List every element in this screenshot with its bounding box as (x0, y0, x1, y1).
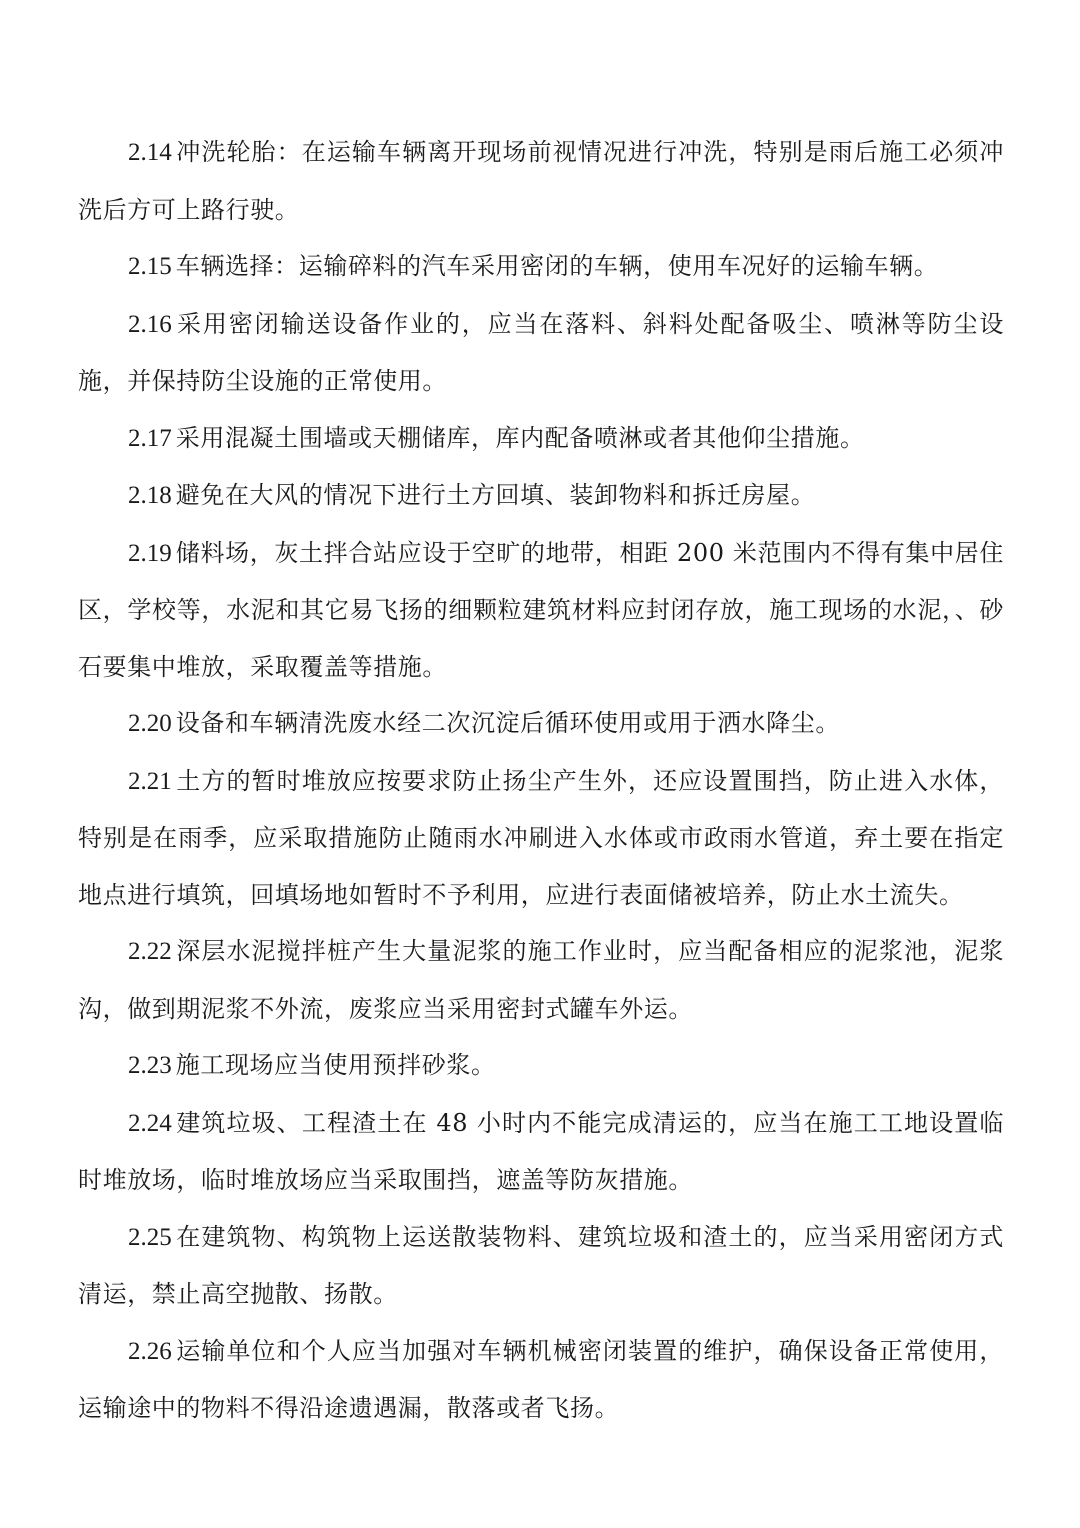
paragraph-2-22 (78, 923, 1004, 1037)
paragraph-text: 施工现场应当使用预拌砂浆。 (175, 1051, 496, 1079)
paragraph-2-19 (78, 525, 1004, 696)
paragraph-number: 2.15 (128, 253, 172, 280)
paragraph-number: 2.18 (128, 482, 172, 509)
paragraph-text: 避免在大风的情况下进行土方回填、装卸物料和拆迁房屋。 (175, 481, 816, 509)
paragraph-number: 2.17 (128, 424, 172, 452)
paragraph-2-24 (78, 1095, 1004, 1209)
paragraph-2-20 (78, 695, 1004, 753)
paragraph-number: 2.26 (128, 1337, 172, 1365)
paragraph-text: 运输单位和个人应当加强对车辆机械密闭装置的维护，确保设备正常使用，运输途中的物料不得沿途遗遇漏，散落或者飞扬。 (78, 1336, 1004, 1422)
paragraph-2-18 (78, 467, 1004, 525)
paragraph-text: 采用混凝土围墙或天棚储库，库内配备喷淋或者其他仰尘措施。 (175, 423, 865, 452)
paragraph-2-26 (78, 1323, 1004, 1437)
paragraph-2-16 (78, 296, 1004, 410)
paragraph-2-17 (78, 410, 1004, 468)
paragraph-text: 在建筑物、构筑物上运送散装物料、建筑垃圾和渣土的，应当采用密闭方式清运，禁止高空抛散、扬散。 (78, 1222, 1004, 1308)
paragraph-2-23 (78, 1037, 1004, 1095)
paragraph-2-25 (78, 1209, 1004, 1323)
paragraph-text: 深层水泥搅拌桩产生大量泥浆的施工作业时，应当配备相应的泥浆池，泥浆沟，做到期泥浆不外流，废浆应当采用密封式罐车外运。 (78, 937, 1004, 1023)
paragraph-2-21 (78, 753, 1004, 924)
document-body (78, 124, 1004, 1437)
paragraph-2-14 (78, 124, 1004, 238)
paragraph-text: 储料场，灰土拌合站应设于空旷的地带，相距 200 米范围内不得有集中居住区，学校等，水泥和其它易飞扬的细颗粒建筑材料应封闭存放，施工现场的水泥，、砂石要集中堆放，采取覆盖等措施。 (78, 538, 1004, 681)
paragraph-text: 冲洗轮胎：在运输车辆离开现场前视情况进行冲洗，特别是雨后施工必须冲洗后方可上路行驶。 (78, 138, 1004, 224)
paragraph-number: 2.25 (128, 1223, 172, 1251)
paragraph-number: 2.22 (128, 938, 172, 965)
paragraph-number: 2.19 (128, 539, 172, 567)
paragraph-number: 2.21 (128, 767, 172, 795)
paragraph-text: 建筑垃圾、工程渣土在 48 小时内不能完成清运的，应当在施工工地设置临时堆放场，临时堆放场应当采取围挡，遮盖等防灰措施。 (78, 1108, 1004, 1194)
paragraph-number: 2.14 (128, 139, 172, 166)
paragraph-number: 2.23 (128, 1052, 172, 1079)
paragraph-number: 2.16 (128, 310, 172, 338)
paragraph-text: 采用密闭输送设备作业的，应当在落料、斜料处配备吸尘、喷淋等防尘设施，并保持防尘设施的正常使用。 (78, 309, 1004, 395)
paragraph-2-15 (78, 238, 1004, 296)
paragraph-text: 土方的暂时堆放应按要求防止扬尘产生外，还应设置围挡，防止进入水体，特别是在雨季，应采取措施防止随雨水冲刷进入水体或市政雨水管道，弃土要在指定地点进行填筑，回填场地如暂时不予利用，应进行表面储被培养，防止水土流失。 (78, 766, 1004, 909)
paragraph-number: 2.20 (128, 710, 172, 737)
paragraph-number: 2.24 (128, 1109, 172, 1137)
paragraph-text: 车辆选择：运输碎料的汽车采用密闭的车辆，使用车况好的运输车辆。 (175, 252, 939, 280)
paragraph-text: 设备和车辆清洗废水经二次沉淀后循环使用或用于洒水降尘。 (175, 709, 840, 737)
